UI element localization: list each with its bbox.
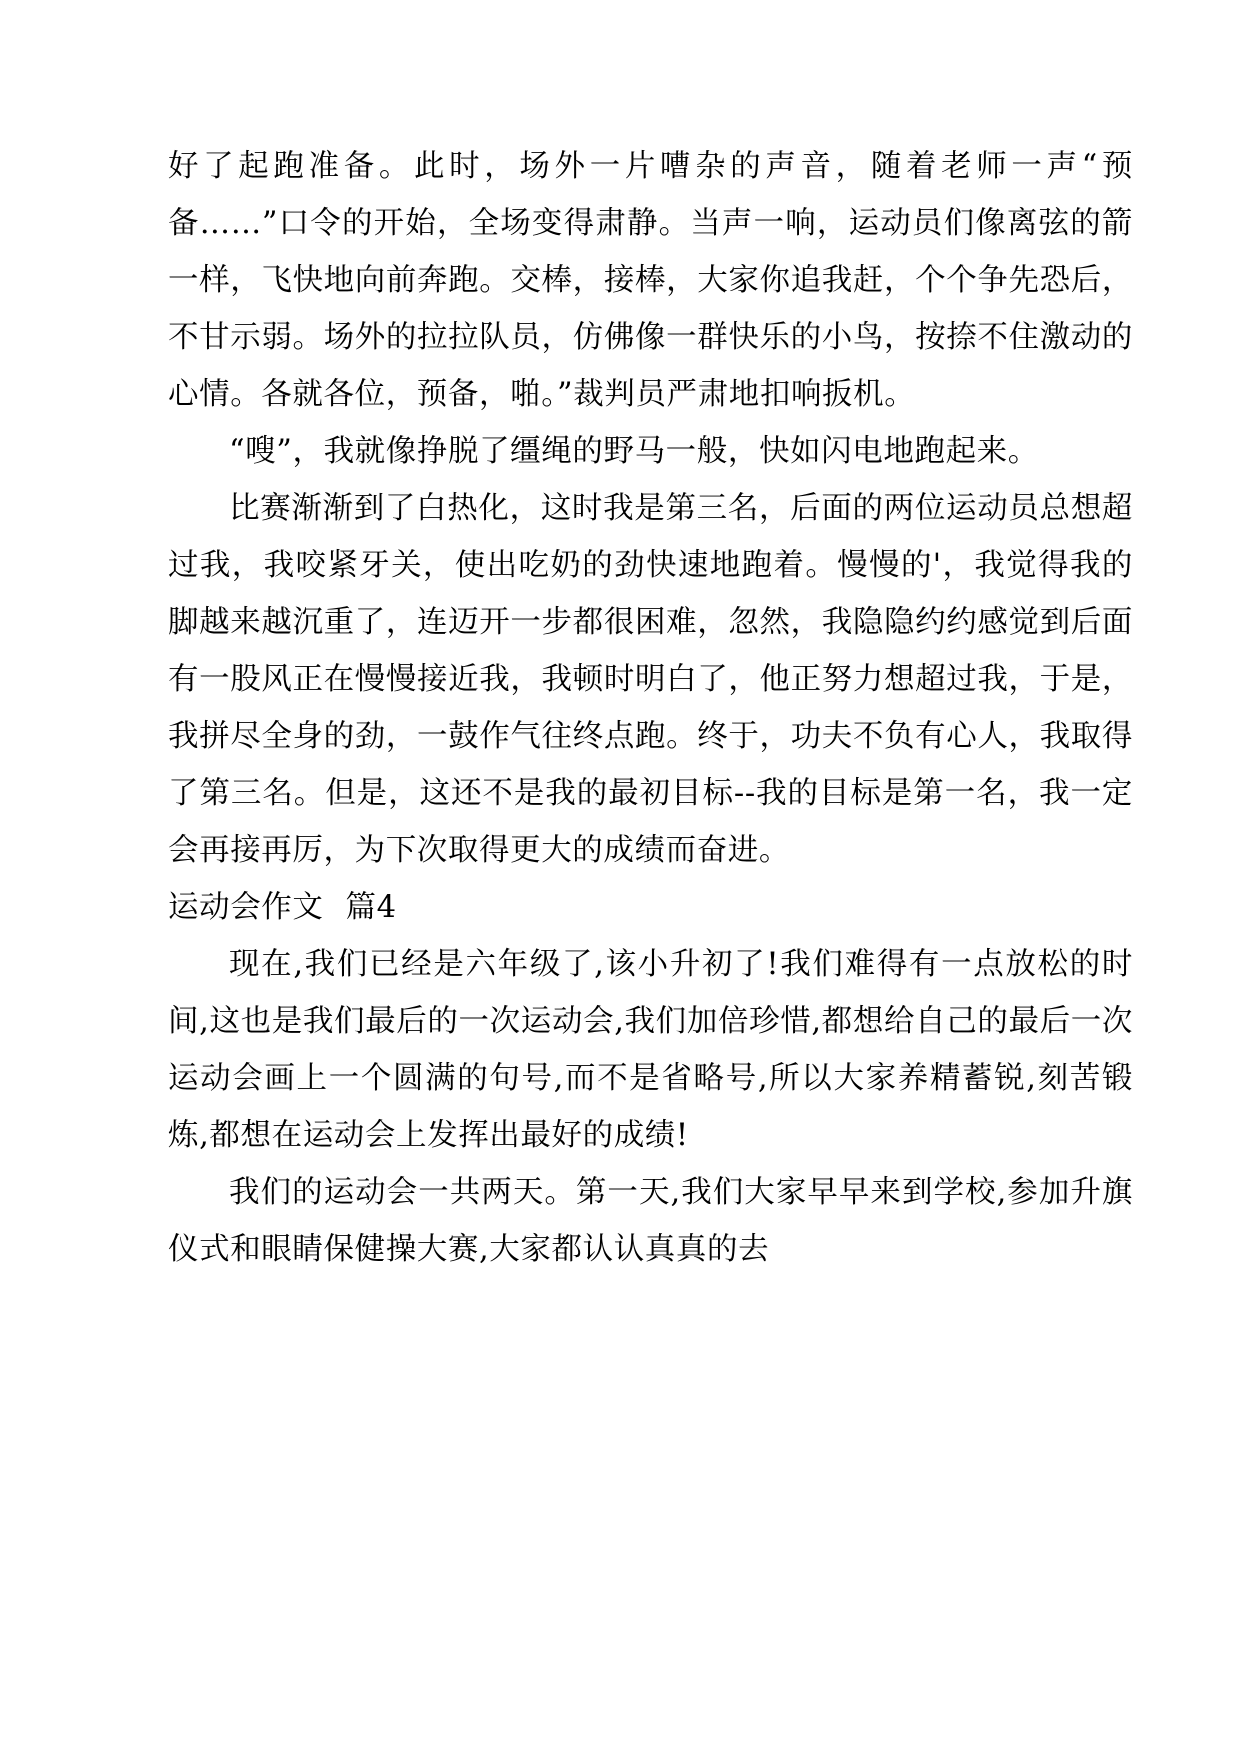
paragraph-race-start: 好了起跑准备。此时，场外一片嘈杂的声音，随着老师一声“预备……”口令的开始，全场变得肃静。当声一响，运动员们像离弦的箭一样，飞快地向前奔跑。交棒，接棒，大家你追我赶，个个争先恐后，不甘示弱。场外的拉拉队员，仿佛像一群快乐的小鸟，按捺不住激动的心情。各就各位，预备，啪。”裁判员严肃地扣响扳机。 <box>168 149 1133 412</box>
section-heading-number: 篇4 <box>345 890 397 925</box>
paragraph-two-days: 我们的运动会一共两天。第一天,我们大家早早来到学校,参加升旗仪式和眼睛保健操大赛,大家都认认真真的去 <box>168 1175 1133 1267</box>
section-heading <box>168 879 1133 936</box>
paragraph-whistle: “嗖”，我就像挣脱了缰绳的野马一般，快如闪电地跑起来。 <box>229 434 1039 469</box>
section-heading-title: 运动会作文 <box>168 890 324 925</box>
document-body <box>168 138 1133 1278</box>
paragraph-third-place: 比赛渐渐到了白热化，这时我是第三名，后面的两位运动员总想超过我，我咬紧牙关，使出吃奶的劲快速地跑着。慢慢的'，我觉得我的脚越来越沉重了，连迈开一步都很困难，忽然，我隐隐约约感觉到后面有一股风正在慢慢接近我，我顿时明白了，他正努力想超过我，于是，我拼尽全身的劲，一鼓作气往终点跑。终于，功夫不负有心人，我取得了第三名。但是，这还不是我的最初目标--我的目标是第一名，我一定会再接再厉，为下次取得更大的成绩而奋进。 <box>168 491 1133 868</box>
paragraph-sixth-grade: 现在,我们已经是六年级了,该小升初了!我们难得有一点放松的时间,这也是我们最后的一次运动会,我们加倍珍惜,都想给自己的最后一次运动会画上一个圆满的句号,而不是省略号,所以大家养精蓄锐,刻苦锻炼,都想在运动会上发挥出最好的成绩! <box>168 947 1133 1153</box>
